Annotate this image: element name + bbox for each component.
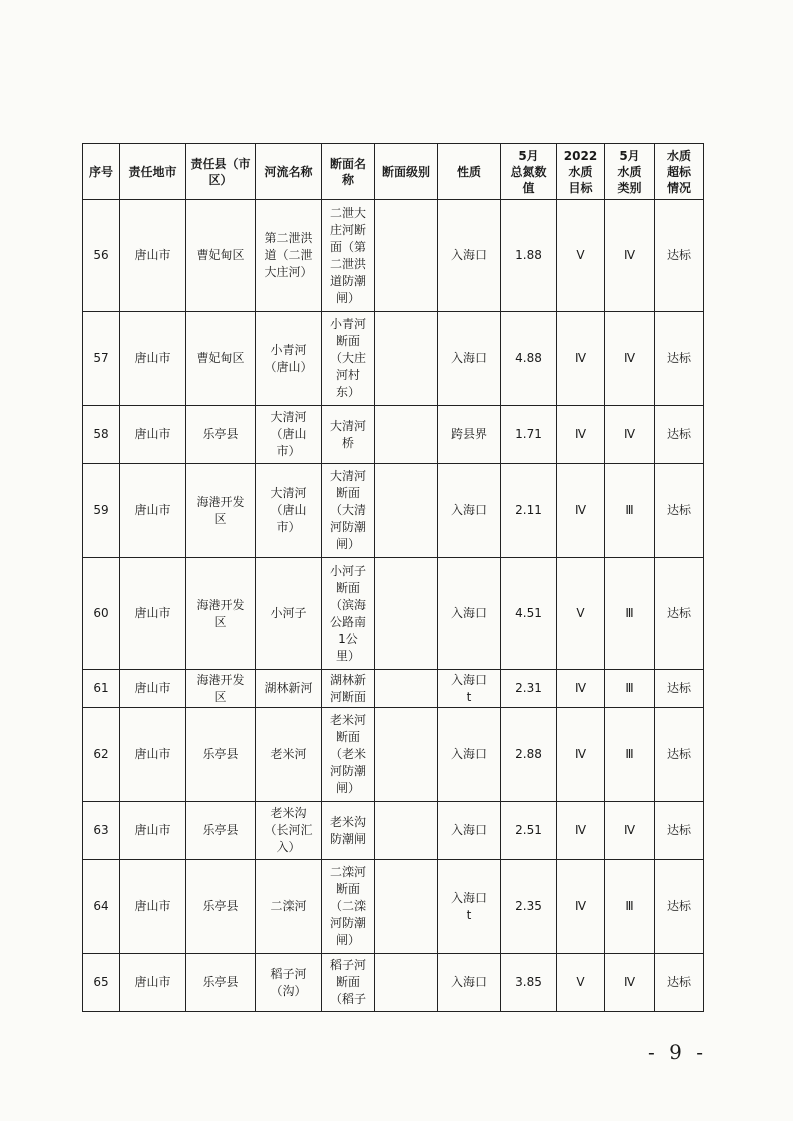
- table-cell: 4.88: [501, 312, 557, 406]
- table-cell: 4.51: [501, 558, 557, 670]
- table-cell: 老米河 断面 （老米 河防潮 闸）: [322, 708, 375, 802]
- table-cell: 达标: [655, 200, 704, 312]
- header-cell: 2022 水质 目标: [557, 144, 605, 200]
- header-cell: 断面级别: [375, 144, 438, 200]
- table-cell: Ⅳ: [605, 954, 655, 1012]
- table-row: [83, 312, 704, 406]
- header-cell: 5月 水质 类别: [605, 144, 655, 200]
- table-cell: 入海口: [438, 464, 501, 558]
- table-cell: 入海口 t: [438, 860, 501, 954]
- table-cell: 唐山市: [120, 860, 186, 954]
- table-cell: 湖林新 河断面: [322, 670, 375, 708]
- table-cell: Ⅳ: [557, 312, 605, 406]
- table-cell: 小青河 （唐山）: [256, 312, 322, 406]
- table-cell: Ⅲ: [605, 708, 655, 802]
- table-row: [83, 558, 704, 670]
- header-cell: 5月 总氮数 值: [501, 144, 557, 200]
- table-cell: 入海口: [438, 708, 501, 802]
- table-cell: 2.31: [501, 670, 557, 708]
- table-cell: Ⅴ: [557, 558, 605, 670]
- table-cell: 1.88: [501, 200, 557, 312]
- table-cell: 海港开发 区: [186, 464, 256, 558]
- page-number: - 9 -: [648, 1040, 707, 1064]
- table-cell: 入海口 t: [438, 670, 501, 708]
- table-cell: 大清河 桥: [322, 406, 375, 464]
- table-row: [83, 200, 704, 312]
- table-cell: Ⅳ: [557, 708, 605, 802]
- table-cell: 老米沟 防潮闸: [322, 802, 375, 860]
- table-cell: 大清河 （唐山 市）: [256, 406, 322, 464]
- table-row: [83, 802, 704, 860]
- table-cell: 乐亭县: [186, 860, 256, 954]
- table-cell: 达标: [655, 406, 704, 464]
- table-cell: 入海口: [438, 200, 501, 312]
- table-cell: 稻子河 （沟）: [256, 954, 322, 1012]
- table-cell: [375, 200, 438, 312]
- table-cell: 曹妃甸区: [186, 312, 256, 406]
- table-cell: 第二泄洪 道（二泄 大庄河）: [256, 200, 322, 312]
- table-cell: Ⅴ: [557, 954, 605, 1012]
- table-cell: 入海口: [438, 312, 501, 406]
- table-cell: 海港开发 区: [186, 558, 256, 670]
- table-cell: 达标: [655, 802, 704, 860]
- table-cell: 58: [83, 406, 120, 464]
- table-cell: Ⅴ: [557, 200, 605, 312]
- table-row: [83, 708, 704, 802]
- table-cell: 乐亭县: [186, 406, 256, 464]
- table-cell: Ⅳ: [605, 406, 655, 464]
- table-cell: 65: [83, 954, 120, 1012]
- table-cell: 海港开发 区: [186, 670, 256, 708]
- table-cell: 2.11: [501, 464, 557, 558]
- table-cell: [375, 954, 438, 1012]
- table-cell: 入海口: [438, 558, 501, 670]
- table-cell: 57: [83, 312, 120, 406]
- table-cell: 稻子河 断面 （稻子: [322, 954, 375, 1012]
- table-cell: [375, 312, 438, 406]
- table-cell: 达标: [655, 670, 704, 708]
- table-cell: 老米沟 （长河汇 入）: [256, 802, 322, 860]
- table-cell: 曹妃甸区: [186, 200, 256, 312]
- header-cell: 责任县（市 区）: [186, 144, 256, 200]
- header-cell: 断面名 称: [322, 144, 375, 200]
- header-cell: 水质 超标 情况: [655, 144, 704, 200]
- table-cell: [375, 860, 438, 954]
- table-cell: 唐山市: [120, 406, 186, 464]
- table-cell: 大清河 断面 （大清 河防潮 闸）: [322, 464, 375, 558]
- table-cell: Ⅲ: [605, 670, 655, 708]
- table-cell: 唐山市: [120, 312, 186, 406]
- table-cell: 二滦河 断面 （二滦 河防潮 闸）: [322, 860, 375, 954]
- table-cell: 乐亭县: [186, 802, 256, 860]
- table-cell: Ⅲ: [605, 464, 655, 558]
- table-cell: 2.35: [501, 860, 557, 954]
- table-cell: 入海口: [438, 802, 501, 860]
- table-cell: 唐山市: [120, 200, 186, 312]
- table-cell: 小河子: [256, 558, 322, 670]
- table-cell: 60: [83, 558, 120, 670]
- table-cell: 3.85: [501, 954, 557, 1012]
- table-cell: 老米河: [256, 708, 322, 802]
- table-cell: Ⅳ: [557, 860, 605, 954]
- water-quality-table: [82, 143, 704, 1012]
- header-cell: 责任地市: [120, 144, 186, 200]
- table-row: [83, 406, 704, 464]
- table-cell: Ⅲ: [605, 558, 655, 670]
- table-cell: 62: [83, 708, 120, 802]
- table-cell: 二滦河: [256, 860, 322, 954]
- table-cell: [375, 464, 438, 558]
- table-cell: [375, 558, 438, 670]
- table-cell: Ⅳ: [605, 802, 655, 860]
- table-cell: Ⅳ: [605, 200, 655, 312]
- table-cell: 2.88: [501, 708, 557, 802]
- table-cell: 湖林新河: [256, 670, 322, 708]
- header-cell: 序号: [83, 144, 120, 200]
- table-cell: 唐山市: [120, 954, 186, 1012]
- table-cell: 乐亭县: [186, 708, 256, 802]
- table-cell: 唐山市: [120, 708, 186, 802]
- table-cell: Ⅳ: [557, 670, 605, 708]
- table-cell: Ⅳ: [557, 802, 605, 860]
- table-cell: [375, 670, 438, 708]
- table-cell: 大清河 （唐山 市）: [256, 464, 322, 558]
- header-cell: 性质: [438, 144, 501, 200]
- table-cell: 入海口: [438, 954, 501, 1012]
- table-cell: 二泄大 庄河断 面（第 二泄洪 道防潮 闸）: [322, 200, 375, 312]
- table-cell: 59: [83, 464, 120, 558]
- table-cell: 小青河 断面 （大庄 河村 东）: [322, 312, 375, 406]
- table-cell: 达标: [655, 860, 704, 954]
- table-cell: 唐山市: [120, 464, 186, 558]
- table-cell: 乐亭县: [186, 954, 256, 1012]
- table-cell: [375, 406, 438, 464]
- table-cell: 64: [83, 860, 120, 954]
- table-cell: Ⅳ: [557, 406, 605, 464]
- table-cell: 2.51: [501, 802, 557, 860]
- header-cell: 河流名称: [256, 144, 322, 200]
- table-cell: 达标: [655, 464, 704, 558]
- table-row: [83, 464, 704, 558]
- table-cell: [375, 802, 438, 860]
- table-cell: 跨县界: [438, 406, 501, 464]
- table-cell: Ⅳ: [605, 312, 655, 406]
- table-cell: 达标: [655, 312, 704, 406]
- table-cell: Ⅳ: [557, 464, 605, 558]
- table-cell: Ⅲ: [605, 860, 655, 954]
- table-cell: 1.71: [501, 406, 557, 464]
- table-cell: 达标: [655, 954, 704, 1012]
- header-row: [83, 144, 704, 200]
- table-cell: 达标: [655, 708, 704, 802]
- table-cell: 56: [83, 200, 120, 312]
- table-cell: 小河子 断面 （滨海 公路南 1公 里）: [322, 558, 375, 670]
- table-cell: 61: [83, 670, 120, 708]
- table-cell: 唐山市: [120, 558, 186, 670]
- table-cell: [375, 708, 438, 802]
- table-row: [83, 860, 704, 954]
- table-cell: 63: [83, 802, 120, 860]
- table-cell: 唐山市: [120, 670, 186, 708]
- table-cell: 唐山市: [120, 802, 186, 860]
- table-row: [83, 670, 704, 708]
- table-cell: 达标: [655, 558, 704, 670]
- table-row: [83, 954, 704, 1012]
